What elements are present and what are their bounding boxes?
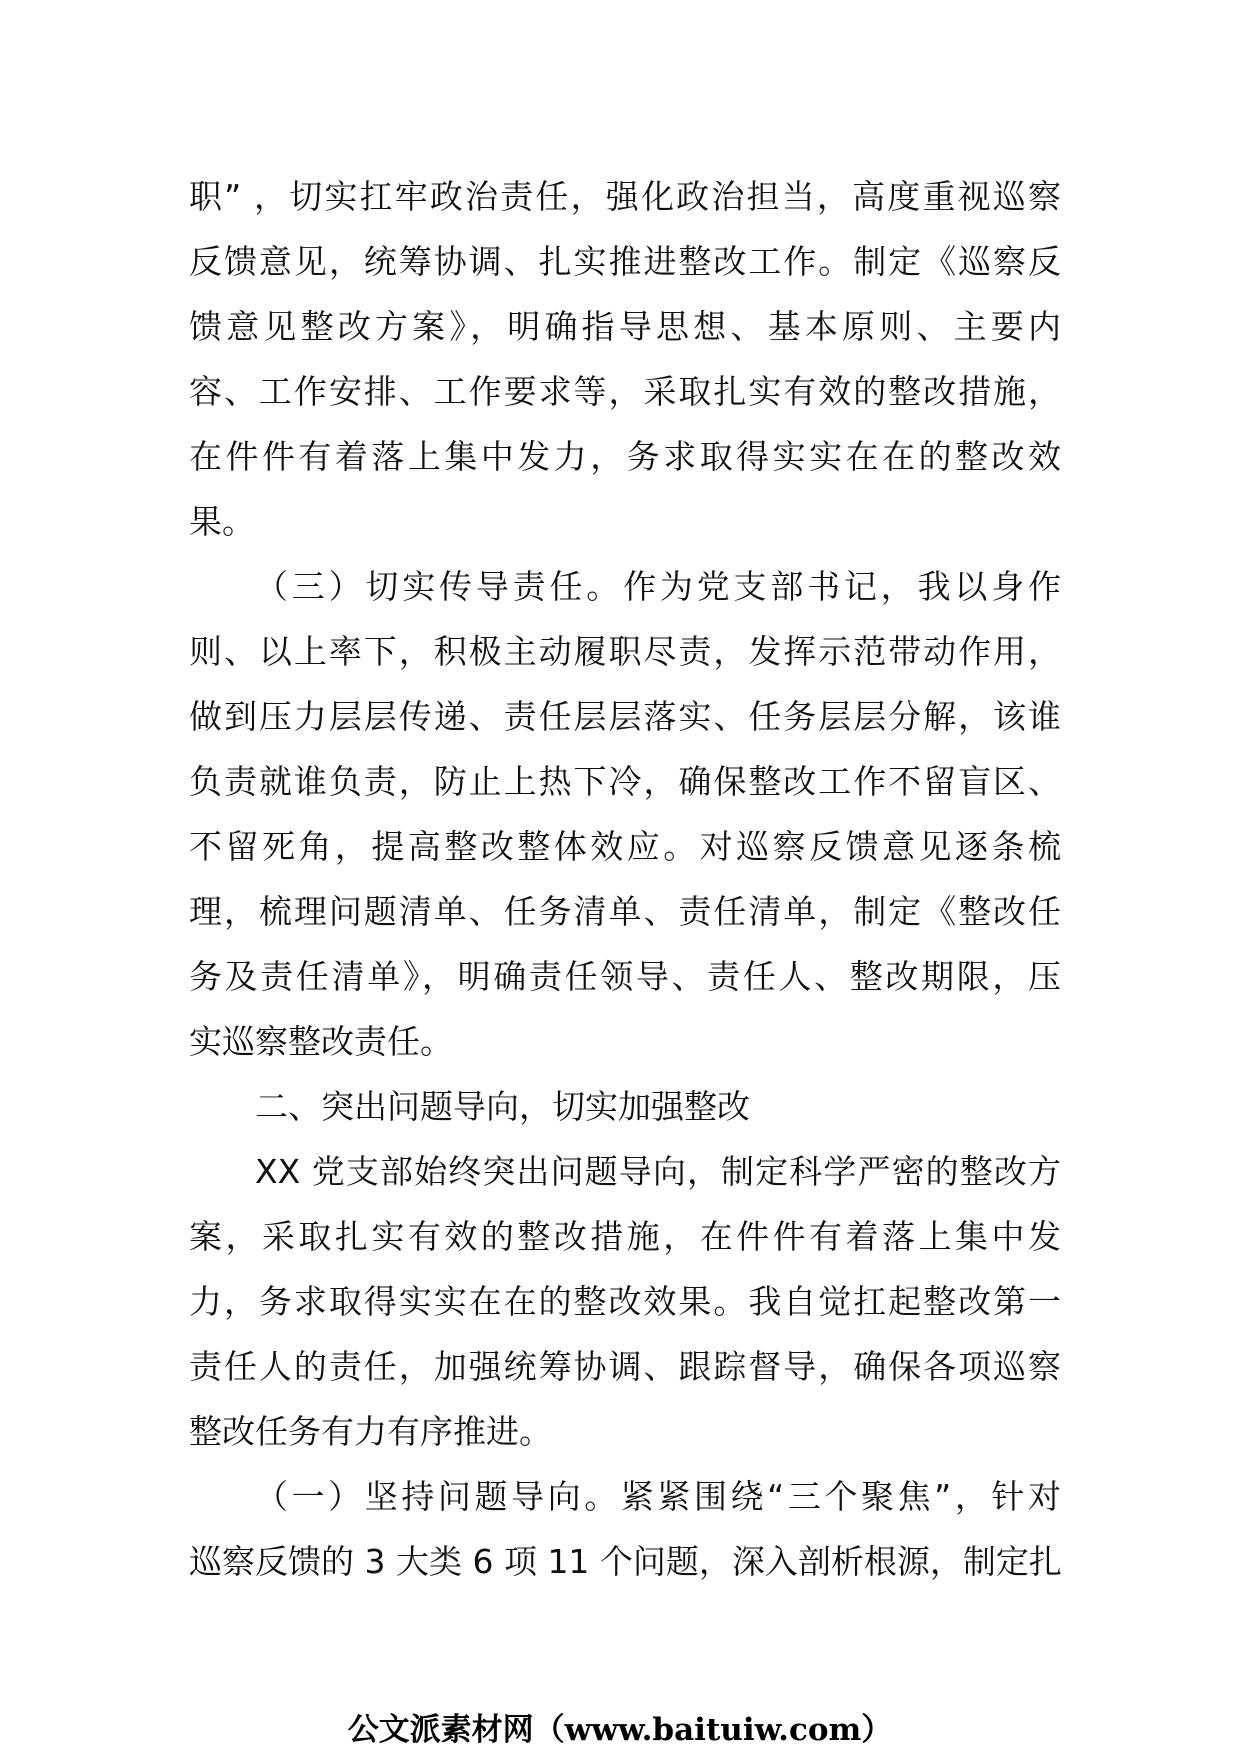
text-line: 反馈意见，统筹协调、扎实推进整改工作。制定《巡察反 bbox=[189, 242, 1061, 281]
text-line: 在件件有着落上集中发力，务求取得实实在在的整改效 bbox=[189, 437, 1061, 476]
text-line: XX 党支部始终突出问题导向，制定科学严密的整改方 bbox=[255, 1152, 1061, 1191]
text-line: 负责就谁负责，防止上热下冷，确保整改工作不留盲区、 bbox=[189, 762, 1061, 801]
text-line: 容、工作安排、工作要求等，采取扎实有效的整改措施， bbox=[189, 372, 1061, 411]
footer-watermark: 公文派素材网（www.baituiw.com） bbox=[347, 1712, 893, 1748]
text-line: 职” ，切实扛牢政治责任，强化政治担当，高度重视巡察 bbox=[189, 177, 1061, 216]
text-line: 整改任务有力有序推进。 bbox=[189, 1412, 552, 1451]
text-line: 馈意见整改方案》，明确指导思想、基本原则、主要内 bbox=[189, 307, 1061, 346]
text-line: 力，务求取得实实在在的整改效果。我自觉扛起整改第一 bbox=[189, 1282, 1061, 1321]
text-line: （一）坚持问题导向。紧紧围绕“三个聚焦”，针对 bbox=[255, 1477, 1061, 1516]
text-line: 案，采取扎实有效的整改措施，在件件有着落上集中发 bbox=[189, 1217, 1061, 1256]
text-line: 责任人的责任，加强统筹协调、跟踪督导，确保各项巡察 bbox=[189, 1347, 1061, 1386]
text-line: 果。 bbox=[189, 502, 255, 541]
text-line: 理，梳理问题清单、任务清单、责任清单，制定《整改任 bbox=[189, 892, 1061, 931]
text-line: 则、以上率下，积极主动履职尽责，发挥示范带动作用， bbox=[189, 632, 1061, 671]
text-line: 二、突出问题导向，切实加强整改 bbox=[255, 1087, 750, 1126]
text-line: 做到压力层层传递、责任层层落实、任务层层分解，该谁 bbox=[189, 697, 1061, 736]
text-line: 务及责任清单》，明确责任领导、责任人、整改期限，压 bbox=[189, 957, 1061, 996]
text-line: 不留死角，提高整改整体效应。对巡察反馈意见逐条梳 bbox=[189, 827, 1061, 866]
document-body bbox=[189, 164, 1061, 1594]
text-line: 巡察反馈的 3 大类 6 项 11 个问题，深入剖析根源，制定扎 bbox=[189, 1542, 1062, 1581]
text-line: （三）切实传导责任。作为党支部书记，我以身作 bbox=[255, 567, 1061, 606]
text-line: 实巡察整改责任。 bbox=[189, 1022, 453, 1061]
